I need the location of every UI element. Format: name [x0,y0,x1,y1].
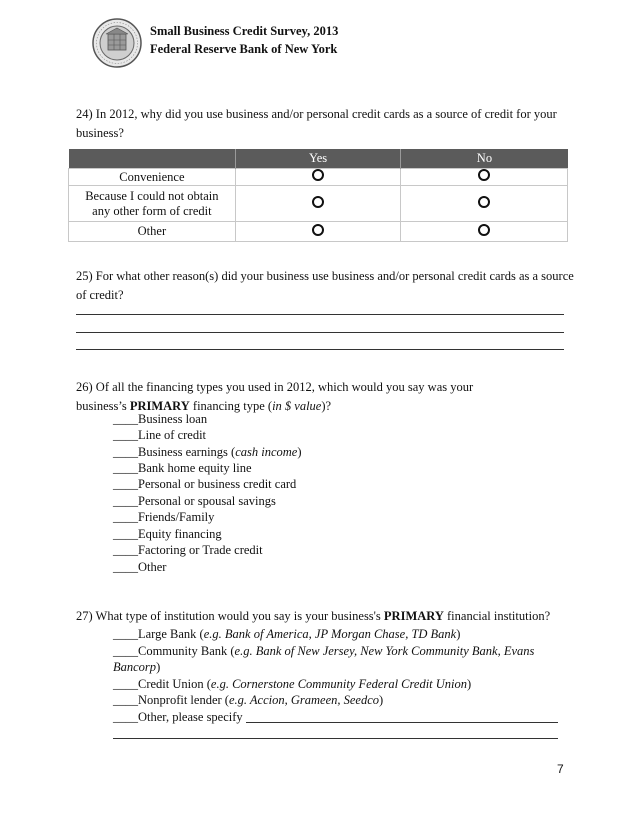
option-italic: e.g. Bank of America, JP Morgan Chase, TD Bank [203,627,457,641]
matrix-header-row [69,149,568,169]
column-header-yes: Yes [235,149,401,169]
option-line-of-credit[interactable] [113,427,206,443]
federal-reserve-seal-logo [92,18,142,68]
matrix-corner-cell [69,149,236,169]
option-label: Nonprofit lender ( [138,693,229,707]
question-26-line2-mid: financing type ( [189,399,273,413]
row-label: Other [69,222,236,242]
option-other-specify[interactable] [113,709,243,725]
option-credit-union[interactable] [113,676,471,692]
option-savings[interactable] [113,493,276,509]
organization-name: Federal Reserve Bank of New York [150,42,338,56]
survey-title: Small Business Credit Survey, 2013 [150,24,339,38]
question-26-line2-post: )? [321,399,332,413]
option-blank[interactable]: ____ [113,710,138,724]
radio-cell-yes[interactable] [235,222,401,242]
row-label: Convenience [69,169,236,186]
question-26-line2-pre: business’s [76,399,130,413]
option-blank[interactable]: ____ [113,693,138,707]
option-blank[interactable]: ____ [113,627,138,641]
option-label: Equity financing [138,527,222,541]
option-business-loan[interactable] [113,411,207,427]
option-label: Business loan [138,412,208,426]
option-blank[interactable]: ____ [113,428,138,442]
radio-cell-no[interactable] [401,186,568,222]
option-label-end: ) [379,693,384,707]
radio-cell-yes[interactable] [235,186,401,222]
option-label: Business earnings ( [138,445,236,459]
specify-answer-line-2[interactable] [113,738,558,739]
radio-button-no[interactable] [478,224,490,236]
radio-button-no[interactable] [478,196,490,208]
option-label: Other [138,560,167,574]
option-blank[interactable]: ____ [113,644,138,658]
option-italic: e.g. Accion, Grameen, Seedco [228,693,380,707]
option-label: Credit Union ( [138,677,211,691]
option-community-bank[interactable] [113,643,534,659]
option-label: Bank home equity line [138,461,252,475]
option-factoring[interactable] [113,542,263,558]
option-italic: cash income [235,445,298,459]
option-blank[interactable]: ____ [113,477,138,491]
option-blank[interactable]: ____ [113,560,138,574]
question-26-italic: in $ value [272,399,322,413]
radio-button-yes[interactable] [312,196,324,208]
option-blank[interactable]: ____ [113,677,138,691]
option-blank[interactable]: ____ [113,527,138,541]
option-other[interactable] [113,559,166,575]
option-label: Large Bank ( [138,627,204,641]
option-friends-family[interactable] [113,509,214,525]
option-business-earnings[interactable] [113,444,302,460]
option-blank[interactable]: ____ [113,510,138,524]
option-blank[interactable]: ____ [113,461,138,475]
option-equity-financing[interactable] [113,526,222,542]
option-italic: e.g. Bank of New Jersey, New York Community Bank, Evans [234,644,535,658]
question-27-text [76,607,596,626]
option-italic: e.g. Cornerstone Community Federal Credit Union [210,677,468,691]
option-blank[interactable]: ____ [113,445,138,459]
matrix-row [69,222,568,242]
option-label: Community Bank ( [138,644,235,658]
option-large-bank[interactable] [113,626,460,642]
radio-cell-yes[interactable] [235,169,401,186]
page-number: 7 [557,762,564,776]
radio-button-yes[interactable] [312,224,324,236]
question-27-emphasis: PRIMARY [383,609,444,623]
matrix-row [69,169,568,186]
option-label-end: ) [467,677,472,691]
option-label: Friends/Family [138,510,215,524]
question-27-post: financial institution? [443,609,551,623]
option-label-end: ) [156,660,161,674]
specify-answer-line[interactable] [246,722,558,723]
question-26-line1: 26) Of all the financing types you used in 2012, which would you say was your [76,380,474,394]
question-25-text: 25) For what other reason(s) did your business use business and/or personal credit cards as a source of credit? [76,269,574,302]
answer-line[interactable] [76,349,564,350]
option-label: Personal or business credit card [138,477,297,491]
question-24-text: 24) In 2012, why did you use business and/or personal credit cards as a source of credit for your business? [76,107,557,140]
option-label-end: ) [297,445,302,459]
radio-cell-no[interactable] [401,222,568,242]
column-header-no: No [401,149,568,169]
option-credit-card[interactable] [113,476,296,492]
option-label: Other, please specify [138,710,243,724]
option-italic: Bancorp [113,660,157,674]
option-blank[interactable]: ____ [113,412,138,426]
option-blank[interactable]: ____ [113,494,138,508]
question-24-matrix [68,149,568,242]
radio-button-yes[interactable] [312,169,324,181]
option-community-bank-cont [113,659,160,675]
radio-button-no[interactable] [478,169,490,181]
option-label-end: ) [456,627,461,641]
answer-line[interactable] [76,332,564,333]
matrix-row [69,186,568,222]
option-blank[interactable]: ____ [113,543,138,557]
answer-line[interactable] [76,314,564,315]
row-label: Because I could not obtain any other form of credit [69,186,236,222]
question-26-emphasis: PRIMARY [129,399,190,413]
option-label: Line of credit [138,428,207,442]
radio-cell-no[interactable] [401,169,568,186]
option-label: Factoring or Trade credit [138,543,263,557]
option-home-equity-line[interactable] [113,460,252,476]
option-nonprofit-lender[interactable] [113,692,383,708]
option-label: Personal or spousal savings [138,494,276,508]
question-27-pre: 27) What type of institution would you say is your business's [76,609,384,623]
